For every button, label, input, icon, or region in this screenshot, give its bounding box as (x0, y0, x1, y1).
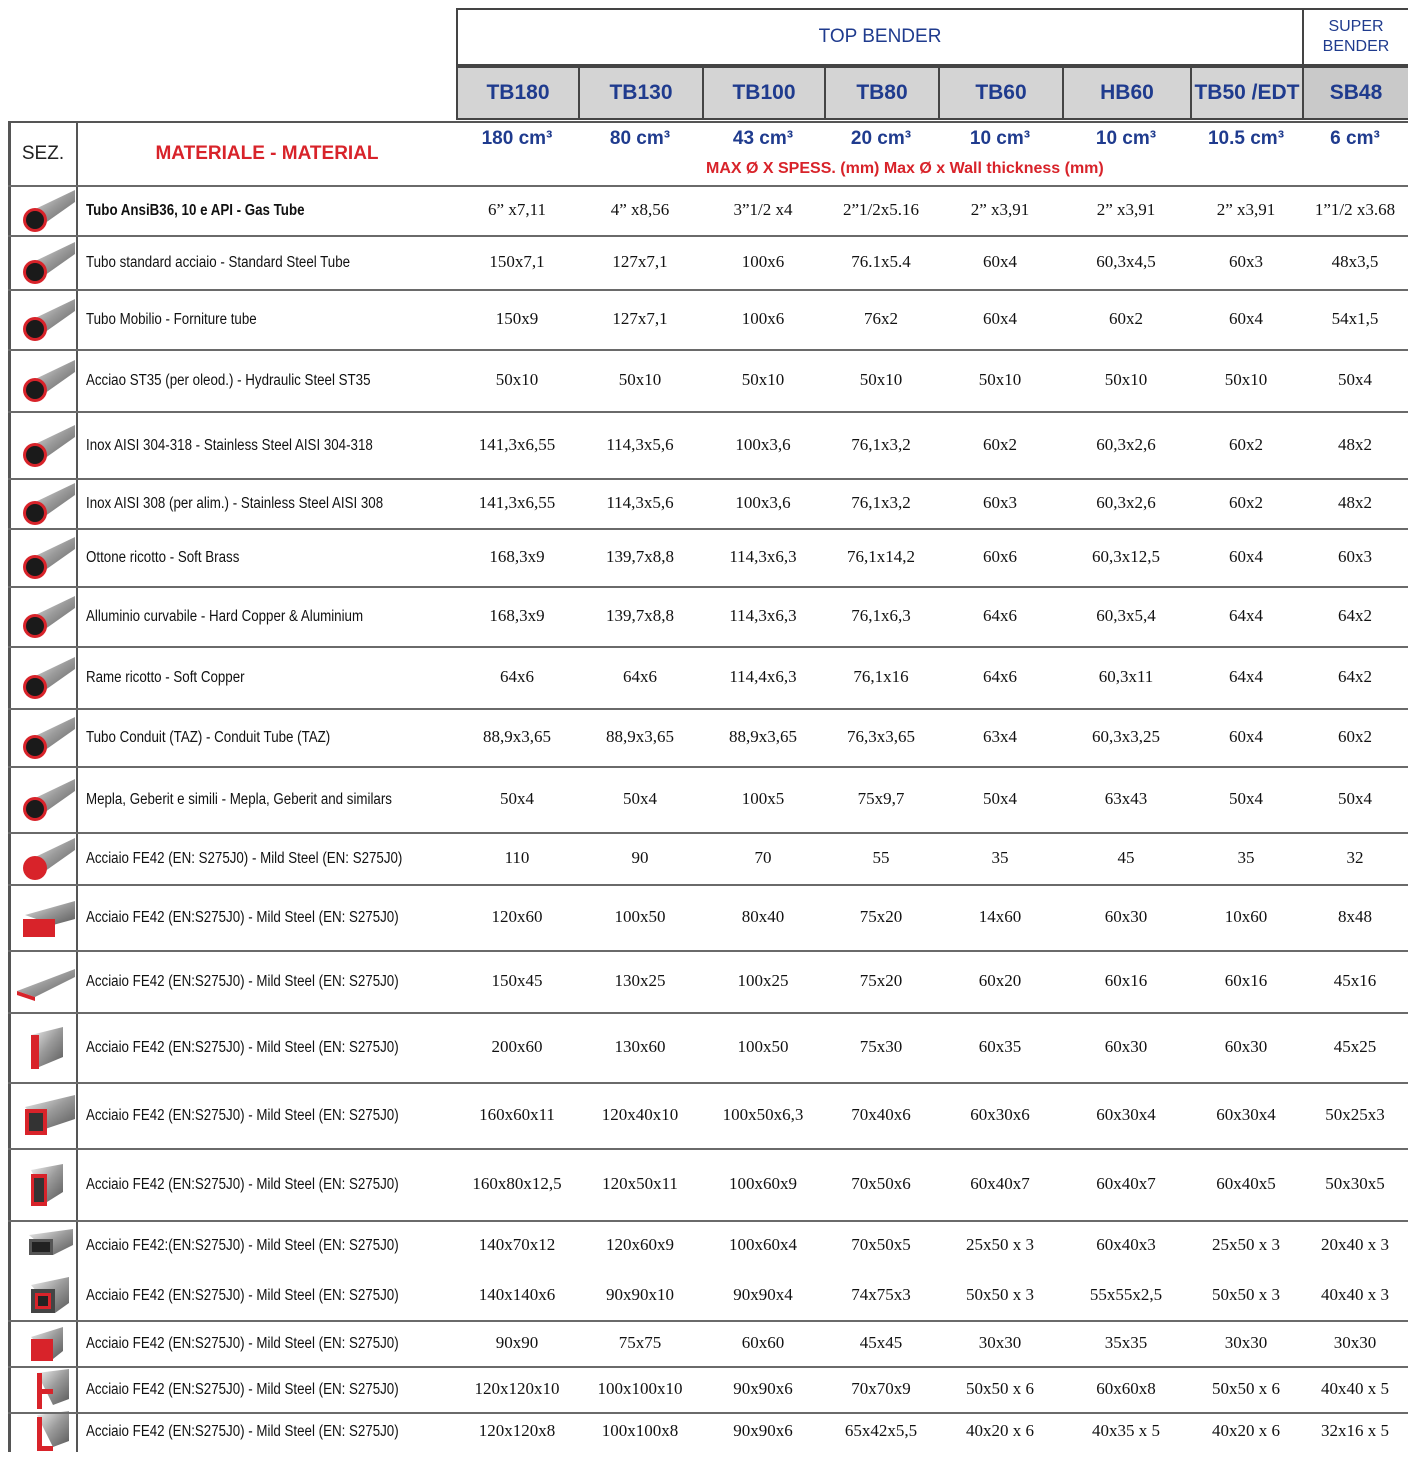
capacity-value-cell: 50x4 (623, 789, 657, 808)
capacity-value-cell: 100x6 (741, 309, 785, 328)
capacity-cell: 180 cm³ (481, 128, 553, 149)
capacity-value-cell: 65x42x5,5 (844, 1421, 918, 1440)
capacity-value-cell: 60,3x11 (1098, 667, 1154, 686)
capacity-value-cell: 90 (631, 848, 649, 867)
table-row (8, 187, 1408, 237)
material-name: Acciaio FE42 (EN:S275J0) - Mild Steel (EN: S275J0) (86, 909, 399, 926)
capacity-value-cell: 50x4 (983, 789, 1017, 808)
capacity-value-cell: 40x35 x 5 (1092, 1421, 1160, 1440)
capacity-value-cell: 30x30 (978, 1333, 1022, 1352)
capacity-value-cell: 150x7,1 (489, 252, 545, 271)
capacity-value-cell: 50x10 (978, 370, 1022, 389)
capacity-value-cell: 60x2 (1229, 493, 1263, 512)
table-row (8, 1150, 1408, 1222)
material-name: Acciaio FE42 (EN:S275J0) - Mild Steel (EN: S275J0) (86, 973, 399, 990)
capacity-value-cell: 60x40x5 (1216, 1174, 1276, 1193)
table-row (8, 1322, 1408, 1368)
material-name: Tubo Mobilio - Forniture tube (86, 311, 257, 328)
capacity-value-cell: 60,3x5,4 (1096, 606, 1156, 625)
material-name: Acciaio FE42 (EN:S275J0) - Mild Steel (EN: S275J0) (86, 1176, 399, 1193)
capacity-value-cell: 60x16 (1224, 971, 1268, 990)
capacity-value-cell: 114,3x5,6 (606, 493, 674, 512)
table-row (8, 1272, 1408, 1322)
capacity-value-cell: 60x30 (1224, 1037, 1268, 1056)
capacity-value-cell: 30x30 (1333, 1333, 1377, 1352)
capacity-value-cell: 60x40x7 (970, 1174, 1030, 1193)
material-name: Inox AISI 304-318 - Stainless Steel AISI 304-318 (86, 436, 373, 454)
table-row (8, 710, 1408, 768)
capacity-value-cell: 6” x7,11 (488, 200, 546, 219)
capacity-value-cell: 200x60 (491, 1037, 543, 1056)
capacity-value-cell: 120x60 (491, 907, 543, 926)
capacity-value-cell: 64x2 (1338, 667, 1372, 686)
capacity-value-cell: 40x20 x 6 (1212, 1421, 1280, 1440)
capacity-value-cell: 60x4 (1229, 727, 1263, 746)
capacity-cell: 43 cm³ (732, 128, 794, 149)
capacity-value-cell: 40x40 x 3 (1321, 1285, 1389, 1304)
capacity-value-cell: 120x60x9 (606, 1235, 674, 1254)
capacity-value-cell: 139,7x8,8 (606, 547, 674, 566)
capacity-value-cell: 14x60 (978, 907, 1022, 926)
capacity-value-cell: 76.1x5.4 (851, 252, 911, 271)
model-header-cell: HB60 (1062, 68, 1190, 120)
capacity-value-cell: 60x4 (1229, 309, 1263, 328)
table-row (8, 237, 1408, 291)
capacity-value-cell: 76,1x6,3 (851, 606, 911, 625)
capacity-value-cell: 32x16 x 5 (1321, 1421, 1389, 1440)
material-name: Ottone ricotto - Soft Brass (86, 549, 240, 566)
capacity-value-cell: 60,3x2,6 (1096, 493, 1156, 512)
capacity-value-cell: 63x4 (983, 727, 1017, 746)
capacity-value-cell: 45x16 (1333, 971, 1377, 990)
capacity-value-cell: 75x9,7 (857, 789, 905, 808)
capacity-value-cell: 130x60 (614, 1037, 666, 1056)
capacity-value-cell: 60x16 (1104, 971, 1148, 990)
capacity-value-cell: 100x50 (614, 907, 666, 926)
material-name: Inox AISI 308 (per alim.) - Stainless Steel AISI 308 (86, 495, 384, 512)
capacity-value-cell: 60,3x12,5 (1092, 547, 1160, 566)
capacity-value-cell: 60x2 (983, 434, 1017, 454)
capacity-value-cell: 40x20 x 6 (966, 1421, 1034, 1440)
table-row (8, 351, 1408, 413)
capacity-value-cell: 50x10 (1224, 370, 1268, 389)
capacity-value-cell: 25x50 x 3 (966, 1235, 1034, 1254)
capacity-value-cell: 35 (991, 848, 1009, 867)
section-column-header: SEZ. (21, 143, 65, 164)
capacity-value-cell: 64x4 (1229, 667, 1263, 686)
capacity-value-cell: 54x1,5 (1331, 309, 1379, 328)
capacity-value-cell: 74x75x3 (851, 1285, 911, 1304)
material-name: Tubo Conduit (TAZ) - Conduit Tube (TAZ) (86, 729, 331, 746)
capacity-value-cell: 100x3,6 (735, 434, 791, 454)
table-row (8, 1368, 1408, 1414)
capacity-value-cell: 64x6 (983, 606, 1017, 625)
capacity-cell: 6 cm³ (1330, 128, 1380, 149)
capacity-value-cell: 90x90x6 (733, 1379, 793, 1398)
capacity-value-cell: 50x30x5 (1325, 1174, 1385, 1193)
capacity-value-cell: 45x45 (859, 1333, 903, 1352)
capacity-value-cell: 50x50 x 6 (1212, 1379, 1280, 1398)
capacity-value-cell: 139,7x8,8 (606, 606, 674, 625)
capacity-value-cell: 60,3x3,25 (1092, 727, 1160, 746)
material-name: Acciaio FE42 (EN:S275J0) - Mild Steel (EN: S275J0) (86, 1423, 399, 1440)
capacity-value-cell: 100x60x4 (729, 1235, 797, 1254)
table-row (8, 530, 1408, 588)
capacity-value-cell: 150x9 (495, 309, 539, 328)
capacity-value-cell: 50x50 x 3 (1212, 1285, 1280, 1304)
capacity-value-cell: 75x75 (618, 1333, 662, 1352)
table-row (8, 413, 1408, 480)
capacity-value-cell: 50x50 x 6 (966, 1379, 1034, 1398)
capacity-value-cell: 60x60 (741, 1333, 785, 1352)
capacity-value-cell: 50x4 (1229, 789, 1263, 808)
model-header-cell: SB48 (1302, 68, 1408, 120)
capacity-value-cell: 88,9x3,65 (729, 727, 797, 746)
table-row (8, 768, 1408, 834)
capacity-value-cell: 50x4 (1338, 789, 1372, 808)
model-header-cell: TB50 /EDT (1190, 68, 1302, 120)
capacity-value-cell: 88,9x3,65 (606, 727, 674, 746)
capacity-value-cell: 60x6 (983, 547, 1017, 566)
model-header-cell: TB80 (824, 68, 938, 120)
capacity-value-cell: 2” x3,91 (1096, 200, 1156, 219)
model-header-cell: TB180 (456, 68, 578, 120)
capacity-value-cell: 141,3x6,55 (478, 493, 556, 512)
capacity-cell: 20 cm³ (850, 128, 912, 149)
capacity-value-cell: 75x20 (859, 907, 903, 926)
capacity-value-cell: 76,1x3,2 (851, 493, 911, 512)
capacity-value-cell: 90x90x10 (606, 1285, 674, 1304)
capacity-cell: 80 cm³ (609, 128, 671, 149)
table-row (8, 291, 1408, 351)
capacity-value-cell: 168,3x9 (489, 547, 545, 566)
capacity-value-cell: 60x30 (1104, 1037, 1148, 1056)
capacity-value-cell: 140x70x12 (478, 1235, 556, 1254)
capacity-value-cell: 30x30 (1224, 1333, 1268, 1352)
capacity-value-cell: 60x40x3 (1096, 1235, 1156, 1254)
material-name: Mepla, Geberit e simili - Mepla, Geberit and similars (86, 791, 392, 808)
capacity-value-cell: 64x6 (983, 667, 1017, 686)
table-row (8, 588, 1408, 648)
capacity-value-cell: 60x3 (1229, 252, 1263, 271)
capacity-value-cell: 4” x8,56 (610, 200, 670, 219)
material-name: Rame ricotto - Soft Copper (86, 669, 245, 686)
capacity-value-cell: 60x20 (978, 971, 1022, 990)
capacity-value-cell: 20x40 x 3 (1321, 1235, 1389, 1254)
model-header-cell: TB100 (702, 68, 824, 120)
capacity-value-cell: 1”1/2 x3.68 (1314, 200, 1396, 219)
capacity-value-cell: 100x3,6 (735, 493, 791, 512)
capacity-value-cell: 50x50 x 3 (966, 1285, 1034, 1304)
material-name: Alluminio curvabile - Hard Copper & Aluminium (86, 608, 364, 625)
capacity-value-cell: 100x6 (741, 252, 785, 271)
capacity-value-cell: 48x3,5 (1331, 252, 1379, 271)
capacity-value-cell: 45 (1117, 848, 1135, 867)
capacity-value-cell: 70 (754, 848, 772, 867)
capacity-value-cell: 140x140x6 (478, 1285, 556, 1304)
capacity-value-cell: 100x5 (741, 789, 785, 808)
capacity-value-cell: 50x10 (859, 370, 903, 389)
capacity-value-cell: 60x4 (983, 309, 1017, 328)
capacity-cell: 10 cm³ (969, 128, 1031, 149)
capacity-value-cell: 40x40 x 5 (1321, 1379, 1389, 1398)
capacity-value-cell: 70x70x9 (851, 1379, 911, 1398)
capacity-value-cell: 60x4 (1229, 547, 1263, 566)
capacity-value-cell: 64x6 (500, 667, 534, 686)
capacity-value-cell: 90x90x6 (733, 1421, 793, 1440)
material-name: Acciaio FE42 (EN: S275J0) - Mild Steel (EN: S275J0) (86, 850, 403, 867)
capacity-value-cell: 55 (872, 848, 890, 867)
capacity-value-cell: 127x7,1 (612, 309, 668, 328)
capacity-value-cell: 64x4 (1229, 606, 1263, 625)
capacity-value-cell: 90x90 (495, 1333, 539, 1352)
model-header-cell: TB130 (578, 68, 702, 120)
capacity-value-cell: 70x50x6 (851, 1174, 911, 1193)
table-row (8, 1014, 1408, 1084)
capacity-value-cell: 35 (1237, 848, 1255, 867)
super-bender-group-header (1302, 8, 1408, 66)
capacity-cell: 10 cm³ (1095, 128, 1157, 149)
capacity-value-cell: 60x30x6 (970, 1105, 1030, 1124)
capacity-value-cell: 64x2 (1338, 606, 1372, 625)
capacity-value-cell: 100x100x10 (597, 1379, 683, 1398)
capacity-value-cell: 50x10 (618, 370, 662, 389)
capacity-value-cell: 48x2 (1338, 434, 1372, 454)
capacity-value-cell: 100x25 (737, 971, 789, 990)
capacity-value-cell: 50x4 (1338, 370, 1372, 389)
capacity-value-cell: 10x60 (1224, 907, 1268, 926)
capacity-value-cell: 76,1x16 (853, 667, 909, 686)
capacity-value-cell: 63x43 (1104, 789, 1148, 808)
capacity-value-cell: 168,3x9 (489, 606, 545, 625)
material-name: Acciao ST35 (per oleod.) - Hydraulic Steel ST35 (86, 372, 371, 389)
capacity-value-cell: 76,1x3,2 (851, 434, 911, 454)
material-name: Acciaio FE42 (EN:S275J0) - Mild Steel (EN: S275J0) (86, 1107, 399, 1124)
capacity-value-cell: 120x120x8 (478, 1421, 556, 1440)
capacity-value-cell: 76,3x3,65 (847, 727, 915, 746)
capacity-value-cell: 60x30x4 (1096, 1105, 1156, 1124)
capacity-value-cell: 48x2 (1338, 493, 1372, 512)
capacity-value-cell: 114,3x6,3 (729, 606, 797, 625)
capacity-value-cell: 60,3x4,5 (1096, 252, 1156, 271)
capacity-value-cell: 120x120x10 (474, 1379, 560, 1398)
capacity-value-cell: 160x80x12,5 (472, 1174, 562, 1193)
capacity-value-cell: 60x30x4 (1216, 1105, 1276, 1124)
capacity-value-cell: 75x30 (859, 1037, 903, 1056)
capacity-value-cell: 100x100x8 (601, 1421, 679, 1440)
capacity-value-cell: 60x40x7 (1096, 1174, 1156, 1193)
top-bender-group-header: TOP BENDER (456, 8, 1302, 66)
max-diameter-note: MAX Ø X SPESS. (mm) Max Ø x Wall thickness (mm) (706, 160, 1104, 177)
capacity-value-cell: 110 (504, 848, 530, 867)
capacity-value-cell: 60x2 (1338, 727, 1372, 746)
table-row (8, 1222, 1408, 1272)
capacity-value-cell: 25x50 x 3 (1212, 1235, 1280, 1254)
capacity-value-cell: 114,3x5,6 (606, 434, 674, 454)
capacity-value-cell: 50x10 (1104, 370, 1148, 389)
capacity-value-cell: 60x60x8 (1096, 1379, 1156, 1398)
capacity-value-cell: 114,4x6,3 (729, 667, 797, 686)
super-bender-label-line2: BENDER (1322, 38, 1390, 55)
capacity-value-cell: 127x7,1 (612, 252, 668, 271)
capacity-value-cell: 114,3x6,3 (729, 547, 797, 566)
capacity-value-cell: 88,9x3,65 (483, 727, 551, 746)
material-name: Acciaio FE42:(EN:S275J0) - Mild Steel (EN: S275J0) (86, 1237, 399, 1254)
capacity-value-cell: 60x4 (983, 252, 1017, 271)
super-bender-label-line1: SUPER (1328, 18, 1384, 35)
capacity-value-cell: 76,1x14,2 (847, 547, 915, 566)
material-name: Tubo AnsiB36, 10 e API - Gas Tube (86, 202, 305, 219)
capacity-value-cell: 32 (1346, 848, 1364, 867)
capacity-value-cell: 45x25 (1333, 1037, 1377, 1056)
capacity-value-cell: 130x25 (614, 971, 666, 990)
capacity-value-cell: 60x35 (978, 1037, 1022, 1056)
table-row (8, 1414, 1408, 1452)
capacity-value-cell: 70x50x5 (851, 1235, 911, 1254)
model-header-row (456, 66, 1408, 122)
model-header-cell: TB60 (938, 68, 1062, 120)
capacity-value-cell: 60x2 (1229, 434, 1263, 454)
capacity-value-cell: 64x6 (623, 667, 657, 686)
capacity-value-cell: 75x20 (859, 971, 903, 990)
capacity-value-cell: 60x30 (1104, 907, 1148, 926)
material-column-header: MATERIALE - MATERIAL (155, 143, 379, 164)
capacity-value-cell: 50x25x3 (1325, 1105, 1385, 1124)
capacity-value-cell: 35x35 (1104, 1333, 1148, 1352)
capacity-value-cell: 150x45 (491, 971, 543, 990)
capacity-value-cell: 2”1/2x5.16 (842, 200, 920, 219)
material-name: Acciaio FE42 (EN:S275J0) - Mild Steel (EN: S275J0) (86, 1287, 399, 1304)
capacity-value-cell: 60x2 (1109, 309, 1143, 328)
table-row (8, 886, 1408, 952)
capacity-value-cell: 120x40x10 (601, 1105, 679, 1124)
capacity-value-cell: 50x10 (741, 370, 785, 389)
capacity-value-cell: 160x60x11 (479, 1105, 555, 1124)
capacity-value-cell: 60,3x2,6 (1096, 434, 1156, 454)
capacity-value-cell: 3”1/2 x4 (733, 200, 793, 219)
capacity-value-cell: 2” x3,91 (1216, 200, 1276, 219)
capacity-value-cell: 120x50x11 (602, 1174, 678, 1193)
capacity-value-cell: 100x50 (737, 1037, 789, 1056)
material-name: Acciaio FE42 (EN:S275J0) - Mild Steel (EN: S275J0) (86, 1039, 399, 1056)
capacity-value-cell: 8x48 (1338, 907, 1372, 926)
table-row (8, 834, 1408, 886)
capacity-value-cell: 100x50x6,3 (722, 1105, 804, 1124)
capacity-value-cell: 50x10 (495, 370, 539, 389)
capacity-value-cell: 80x40 (741, 907, 785, 926)
capacity-value-cell: 70x40x6 (851, 1105, 911, 1124)
capacity-value-cell: 141,3x6,55 (478, 434, 556, 454)
capacity-value-cell: 2” x3,91 (970, 200, 1030, 219)
capacity-cell: 10.5 cm³ (1207, 128, 1285, 149)
material-name: Acciaio FE42 (EN:S275J0) - Mild Steel (EN: S275J0) (86, 1335, 399, 1352)
table-row (8, 1084, 1408, 1150)
capacity-value-cell: 100x60x9 (729, 1174, 797, 1193)
material-name: Tubo standard acciaio - Standard Steel Tube (86, 254, 351, 271)
capacity-value-cell: 60x3 (983, 493, 1017, 512)
table-row (8, 480, 1408, 530)
capacity-value-cell: 76x2 (864, 309, 898, 328)
capacity-value-cell: 50x4 (500, 789, 534, 808)
capacity-value-cell: 55x55x2,5 (1089, 1285, 1163, 1304)
table-row (8, 648, 1408, 710)
capacity-value-cell: 90x90x4 (733, 1285, 793, 1304)
table-row (8, 952, 1408, 1014)
material-name: Acciaio FE42 (EN:S275J0) - Mild Steel (EN: S275J0) (86, 1381, 399, 1398)
capacity-value-cell: 60x3 (1338, 547, 1372, 566)
